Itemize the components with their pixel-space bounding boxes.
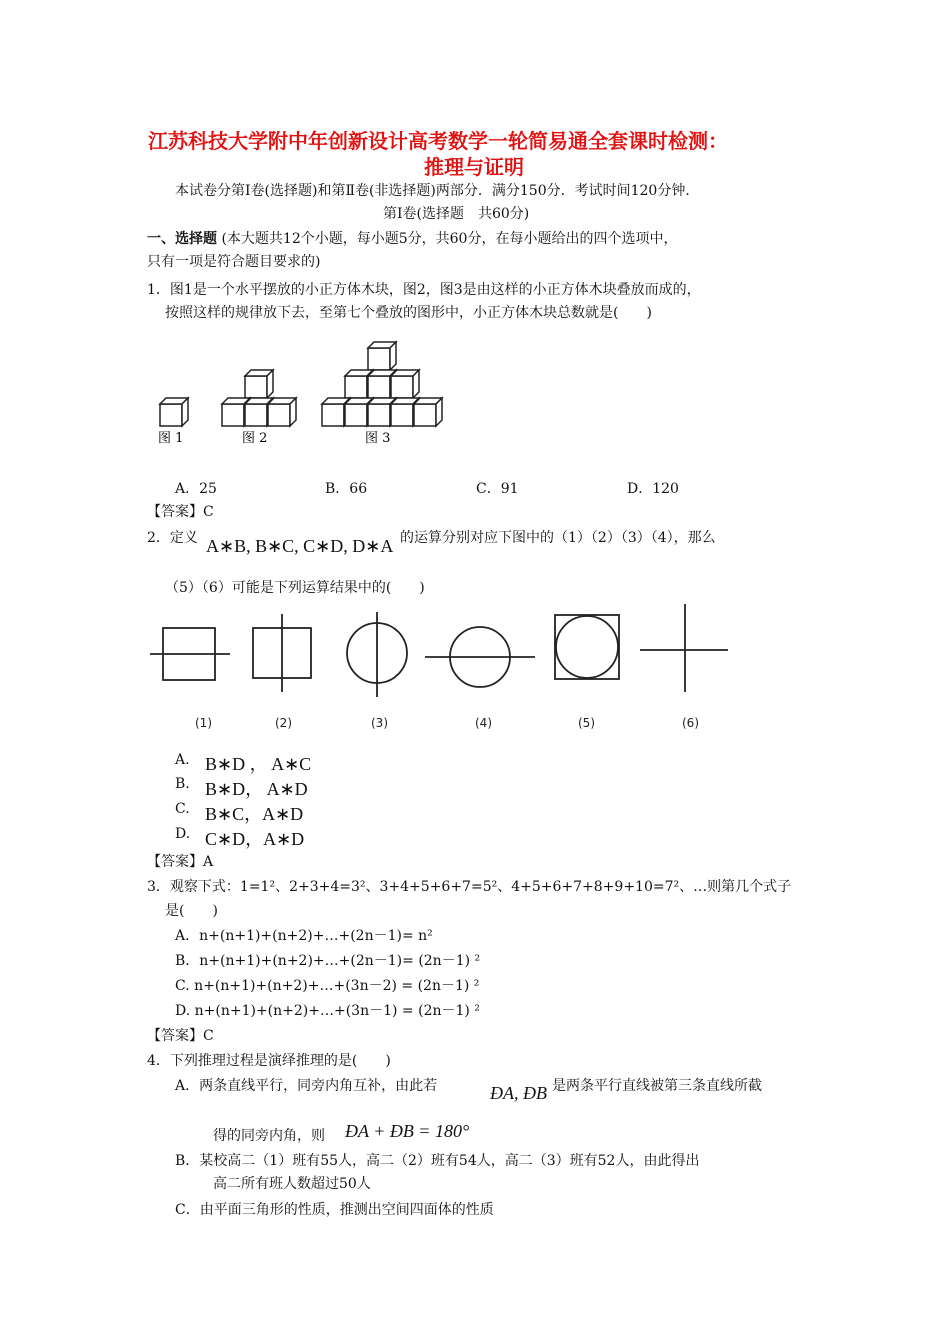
q2-answer: 【答案】A xyxy=(147,854,214,870)
q4-option-a-part-1: A．两条直线平行，同旁内角互补，由此若 xyxy=(175,1078,438,1094)
title-line-2: 推理与证明 xyxy=(424,155,524,179)
q1-answer: 【答案】C xyxy=(147,504,214,520)
q1-option-b: B．66 xyxy=(325,481,368,497)
q2-option-b-expr: B∗D， A∗D xyxy=(205,779,308,799)
q2-option-b-letter: B. xyxy=(175,776,190,792)
q2-fig-label-1: (1) xyxy=(195,716,212,730)
q4-option-a-formula: ÐA, ÐB xyxy=(490,1083,547,1103)
q1-number: 1． xyxy=(147,282,170,298)
q1-fig-label-3: 图 3 xyxy=(365,431,391,446)
title-line-1: 江苏科技大学附中年创新设计高考数学一轮简易通全套课时检测： xyxy=(148,129,728,153)
section1-desc: (本大题共12个小题，每小题5分，共60分，在每小题给出的四个选项中， xyxy=(221,231,678,247)
q1-option-c: C．91 xyxy=(476,481,519,497)
intro-text: 本试卷分第Ⅰ卷(选择题)和第Ⅱ卷(非选择题)两部分．满分150分．考试时间120分钟． xyxy=(175,183,700,199)
q1-fig-label-2: 图 2 xyxy=(242,431,268,446)
q2-fig-label-6: (6) xyxy=(682,716,699,730)
q2-text-2: （5）（6）可能是下列运算结果中的( ) xyxy=(165,580,425,596)
q4-option-a-formula-2: ÐA + ÐB = 180° xyxy=(345,1121,470,1141)
q1-text-1: 图1是一个水平摆放的小正方体木块，图2，图3是由这样的小正方体木块叠放而成的， xyxy=(169,282,701,298)
q1-option-d: D．120 xyxy=(627,481,679,497)
q3-option-d: D. n+(n+1)+(n+2)+…+(3n－1) = (2n－1) ² xyxy=(175,1003,480,1019)
q2-fig-label-4: (4) xyxy=(475,716,492,730)
q3-option-b: B．n+(n+1)+(n+2)+…+(2n－1)= (2n－1) ² xyxy=(175,953,481,969)
q1-cube-figure xyxy=(150,330,450,450)
part1-header: 第Ⅰ卷(选择题 共60分) xyxy=(383,206,530,222)
q2-option-d-letter: D. xyxy=(175,826,191,842)
q2-option-a-letter: A. xyxy=(175,752,190,768)
q4-number: 4． xyxy=(147,1053,170,1069)
q2-text-1: 的运算分别对应下图中的（1）（2）（3）（4），那么 xyxy=(400,530,716,546)
q2-option-a-expr: B∗D ， A∗C xyxy=(205,754,312,774)
q4-option-b-part-1: B．某校高二（1）班有55人，高二（2）班有54人，高二（3）班有52人，由此得出 xyxy=(175,1153,700,1169)
q3-option-a: A．n+(n+1)+(n+2)+…+(2n－1)= n² xyxy=(175,928,433,944)
q2-option-d-expr: C∗D，A∗D xyxy=(205,829,305,849)
section1-desc-2: 只有一项是符合题目要求的) xyxy=(147,254,321,270)
q3-number: 3． xyxy=(147,879,170,895)
section1-label: 一、选择题 xyxy=(147,231,217,247)
q2-prefix: 定义 xyxy=(169,530,198,546)
q4-option-a-part-2: 是两条平行直线被第三条直线所截 xyxy=(552,1078,762,1094)
q4-line-1 xyxy=(147,1050,391,1070)
q2-fig5-circle xyxy=(556,616,618,678)
section1-heading xyxy=(147,228,677,248)
q2-number-prefix xyxy=(147,527,198,547)
q2-option-c-expr: B∗C，A∗D xyxy=(205,804,304,824)
q4-option-c: C．由平面三角形的性质，推测出空间四面体的性质 xyxy=(175,1202,494,1218)
q1-line-1 xyxy=(147,279,701,299)
q2-formula: A∗B, B∗C, C∗D, D∗A xyxy=(206,536,394,556)
q3-text-1: 观察下式：1=1²、2+3+4=3²、3+4+5+6+7=5²、4+5+6+7+8+9+10=7²、…则第几个式子 xyxy=(169,879,792,895)
q1-option-a: A．25 xyxy=(175,481,217,497)
q2-fig-label-2: (2) xyxy=(275,716,292,730)
q2-number: 2． xyxy=(147,530,170,546)
q2-option-c-letter: C. xyxy=(175,801,190,817)
q3-line-1 xyxy=(147,876,791,896)
q4-option-a-part-3: 得的同旁内角，则 xyxy=(213,1128,325,1144)
q1-fig-label-1: 图 1 xyxy=(158,431,184,446)
q3-answer: 【答案】C xyxy=(147,1028,214,1044)
q3-option-c: C. n+(n+1)+(n+2)+…+(3n－2) = (2n－1) ² xyxy=(175,978,480,994)
q2-figure xyxy=(145,600,745,735)
q2-fig-label-5: (5) xyxy=(578,716,595,730)
q3-text-2: 是( ) xyxy=(165,903,218,919)
q1-text-2: 按照这样的规律放下去，至第七个叠放的图形中，小正方体木块总数就是( ) xyxy=(165,305,652,321)
q2-fig-label-3: (3) xyxy=(371,716,388,730)
q4-option-b-part-2: 高二所有班人数超过50人 xyxy=(213,1176,371,1192)
q4-text: 下列推理过程是演绎推理的是( ) xyxy=(169,1053,391,1069)
